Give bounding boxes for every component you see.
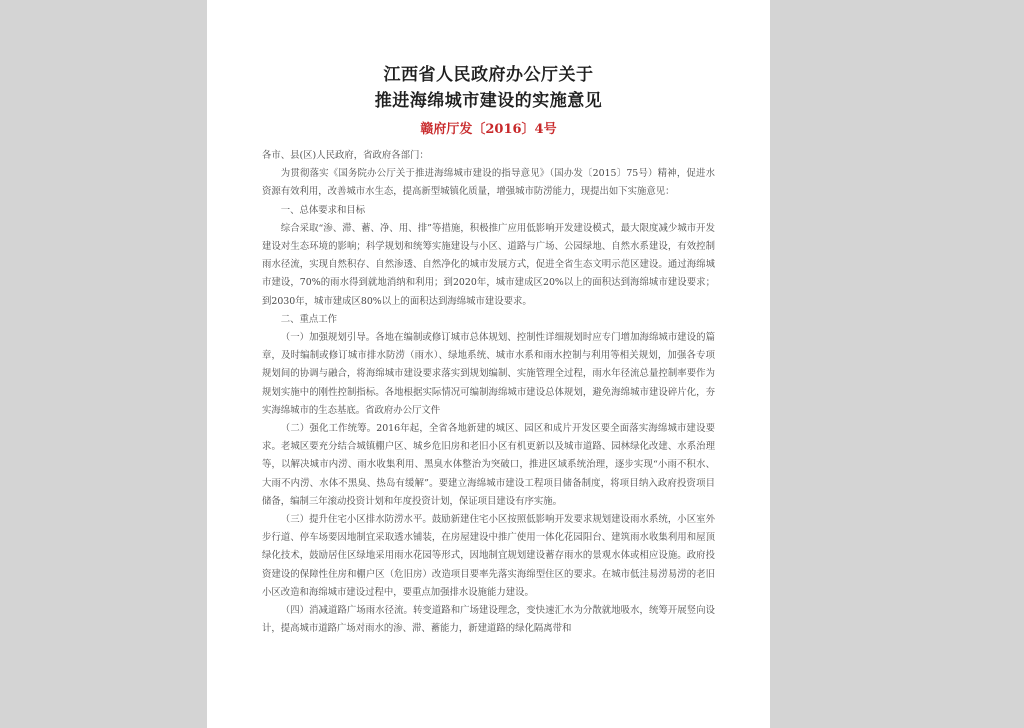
section-heading-2: 二、重点工作 [280,313,338,325]
document-number: 赣府厅发〔2016〕4号 [420,122,557,137]
body-paragraph: （一）加强规划引导。各地在编制或修订城市总体规划、控制性详细规划时应专门增加海绵城市建设的篇章，及时编制或修订城市排水防涝（雨水）、绿地系统、城市水系和雨水控制与利用等相关规划，加强各专项规划间的协调与融合，将海绵城市建设要求落实到规划编制、实施管理全过程，雨水年径流总量控制率要作为规划实施中的刚性控制指标。各地根据实际情况可编制海绵城市建设总体规划，避免海绵城市建设碎片化，夯实海绵城市的生态基底。省政府办公厅文件 [262,332,715,416]
document-title-line-2: 推进海绵城市建设的实施意见 [374,91,603,111]
body-paragraph: （二）强化工作统筹。2016年起，全省各地新建的城区、园区和成片开发区要全面落实海绵城市建设要求。老城区要充分结合城镇棚户区、城乡危旧房和老旧小区有机更新以及城市道路、园林绿化改建、水系治理等，以解决城市内涝、雨水收集利用、黑臭水体整治为突破口，推进区域系统治理，逐步实现“小雨不积水、大雨不内涝、水体不黑臭、热岛有缓解”。要建立海绵城市建设工程项目储备制度，将项目纳入政府投资项目储备，编制三年滚动投资计划和年度投资计划，保证项目建设有序实施。 [262,423,715,507]
body-paragraph: （三）提升住宅小区排水防涝水平。鼓励新建住宅小区按照低影响开发要求规划建设雨水系统，小区室外步行道、停车场要因地制宜采取透水铺装，在房屋建设中推广使用一体化花园阳台、建筑雨水收集利用和屋顶绿化技术，鼓励居住区绿地采用雨水花园等形式，因地制宜规划建设蓄存雨水的景观水体或相应设施。政府投资建设的保障性住房和棚户区（危旧房）改造项目要率先落实海绵型住区的要求。在城市低洼易涝易涝的老旧小区改造和海绵城市建设过程中，要重点加强排水设施能力建设。 [262,514,715,598]
salutation: 各市、县(区)人民政府，省政府各部门： [262,150,429,161]
document-page [207,0,770,728]
section-heading-1: 一、总体要求和目标 [280,204,366,216]
body-paragraph: （四）消减道路广场雨水径流。转变道路和广场建设理念，变快速汇水为分散就地吸水，统筹开展竖向设计，提高城市道路广场对雨水的渗、滞、蓄能力，新建道路的绿化隔离带和 [262,605,715,635]
document-title-line-1: 江西省人民政府办公厅关于 [383,65,594,85]
intro-paragraph: 为贯彻落实《国务院办公厅关于推进海绵城市建设的指导意见》（国办发〔2015〕75号）精神，促进水资源有效利用，改善城市水生态，提高新型城镇化质量，增强城市防涝能力，现提出如下实施意见： [262,168,715,198]
body-paragraph: 综合采取“渗、滞、蓄、净、用、排”等措施，积极推广应用低影响开发建设模式，最大限度减少城市开发建设对生态环境的影响；科学规划和统筹实施建设与小区、道路与广场、公园绿地、自然水系建设，有效控制雨水径流，实现自然积存、自然渗透、自然净化的城市发展方式，促进全省生态文明示范区建设。通过海绵城市建设，70%的雨水得到就地消纳和利用；到2020年，城市建成区20%以上的面积达到海绵城市建设要求；到2030年，城市建成区80%以上的面积达到海绵城市建设要求。 [262,222,715,307]
